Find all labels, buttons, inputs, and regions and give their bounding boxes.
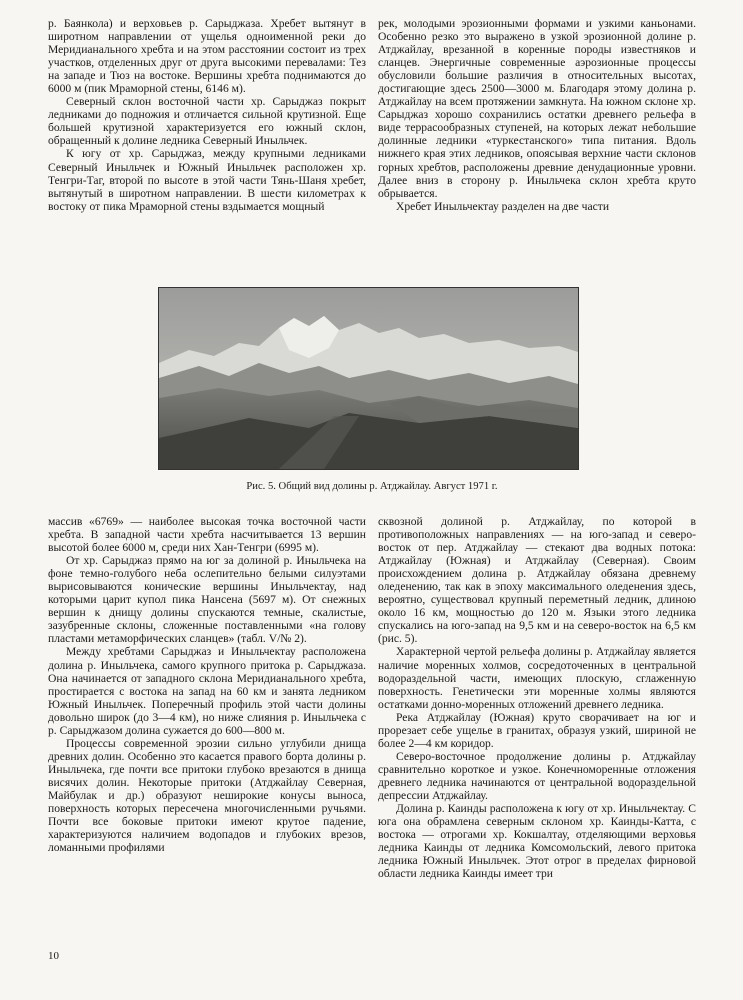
paragraph: Процессы современной эрозии сильно углубили днища древних долин. Особенно это касается правого борта долины р. Иныльчека, где почти все притоки глубоко врезаются в днища висячих долин. Некоторые притоки (Атджайлау Северная, Майбулак и др.) образуют неширокие конусы выноса, поверхность которых пересечена многочисленными ручьями. Почти все боковые притоки имеют крутое падение, характеризуются наличием водопадов и глубоких врезов, ломанными профилями [48, 736, 366, 855]
paragraph: сквозной долиной р. Атджайлау, по которой в противоположных направлениях — на юго-запад и северо-восток от пер. Атджайлау — стекают два водных потока: Атджайлау (Южная) и Атджайлау (Северная). Своим происхождением долина р. Атджайлау обязана древнему оледенению, так как в эпоху максимального оледенения здесь, вероятно, существовал крупный переметный ледник, длиною около 16 км, мощностью до 120 м. Языки этого ледника спускались на юго-запад на 9,5 км и на северо-восток на 6,5 км (рис. 5). [378, 515, 696, 646]
paragraph: К югу от хр. Сарыджаз, между крупными ледниками Северный Иныльчек и Южный Иныльчек расположен хр. Тенгри-Таг, второй по высоте в этой части Тянь-Шаня хребет, вытянутый в широтном направлении. В шести километрах к востоку от пика Мраморной стены вздымается мощный [48, 147, 366, 213]
column-top-right [378, 17, 696, 213]
paragraph: Северный склон восточной части хр. Сарыджаз покрыт ледниками до подножия и отличается сильной крутизной. Еще большей крутизной характеризуется его южный склон, обращенный к долине ледника Северный Иныльчек. [48, 95, 366, 148]
paragraph: Хребет Иныльчектау разделен на две части [396, 199, 610, 213]
paragraph: рек, молодыми эрозионными формами и узкими каньонами. Особенно резко это выражено в узкой эрозионной долине р. Атджайлау, врезанной в коренные породы известняков и сланцев. Энергичные современные аэрозионные процессы обусловили большие различия в относительных высотах, достигающие здесь 2500—3000 м. Благодаря этому долина р. Атджайлау на всем протяжении замкнута. На южном склоне хр. Сарыджаз хорошо сохранились остатки древнего рельефа в виде террасообразных ступеней, на которых лежат небольшие долинные ледники «туркестанского» типа питания. Вдоль нижнего края этих ледников, опоясывая верхние части склонов горных хребтов, расположены древние денудационные уровни. Далее вниз в сторону р. Иныльчека склон хребта круто обрывается. [378, 17, 696, 200]
column-bottom-left [48, 515, 366, 854]
mountain-valley-photo [159, 288, 578, 469]
paragraph: Долина р. Каинды расположена к югу от хр. Иныльчектау. С юга она обрамлена северным склоном хр. Каинды-Катта, с востока — отрогами хр. Кокшалтау, отделяющими верховья ледника Каинды от ледника Комсомольский, левого притока ледника Южный Иныльчек. Этот отрог в пределах фирновой области ледника Каинды имеет три [378, 802, 696, 881]
column-bottom-right [378, 515, 696, 880]
paragraph: Река Атджайлау (Южная) круто сворачивает на юг и прорезает себе ущелье в гранитах, образуя узкий, шириной не более 2—4 км коридор. [378, 710, 696, 750]
paragraph: Между хребтами Сарыджаз и Иныльчектау расположена долина р. Иныльчека, самого крупного притока р. Сарыджаза. Она начинается от западного склона Меридианального хребта, простирается с востока на запад на 60 км и занята ледником Южный Иныльчек. Поперечный профиль этой части долины довольно широк (до 3—4 км), но ниже слияния р. Иныльчека с р. Сарыджазом долина сужается до 600—800 м. [48, 645, 366, 737]
figure-caption: Рис. 5. Общий вид долины р. Атджайлау. Август 1971 г. [246, 481, 498, 492]
column-top-left [48, 17, 366, 213]
paragraph: р. Баянкола) и верховьев р. Сарыджаза. Хребет вытянут в широтном направлении от ущелья одноименной реки до Меридианального хребта и на этом расстоянии состоит из трех участков, отделенных друг от друга высокими перевалами: Тез на западе и Тюз на востоке. Вершины хребта поднимаются до 6000 м (пик Мраморной стены, 6146 м). [48, 17, 366, 96]
paragraph: От хр. Сарыджаз прямо на юг за долиной р. Иныльчека на фоне темно-голубого неба ослепительно белыми силуэтами вырисовываются конические вершины Иныльчектау, над которыми царит купол пика Нансена (5697 м). От снежных вершин к днищу долины спускаются темные, скалистые, зазубренные склоны, сложенные поставленными «на голову пластами метаморфических сланцев» (табл. V/№ 2). [48, 554, 366, 646]
page-number: 10 [48, 950, 59, 962]
paragraph: Характерной чертой рельефа долины р. Атджайлау является наличие моренных холмов, сосредоточенных в центральной водораздельной части, имеющих плоскую, сглаженную поверхность. Генетически эти моренные холмы являются остатками донно-моренных отложений древнего ледника. [378, 645, 696, 711]
paragraph: массив «6769» — наиболее высокая точка восточной части хребта. В западной части хребта насчитывается 13 вершин высотой более 6000 м, среди них Хан-Тенгри (6995 м). [48, 515, 366, 555]
figure-photo [158, 287, 579, 470]
paragraph: Северо-восточное продолжение долины р. Атджайлау сравнительно короткое и узкое. Конечноморенные отложения древнего ледника начинаются от центральной водораздельной депрессии Атджайлау. [378, 749, 696, 802]
